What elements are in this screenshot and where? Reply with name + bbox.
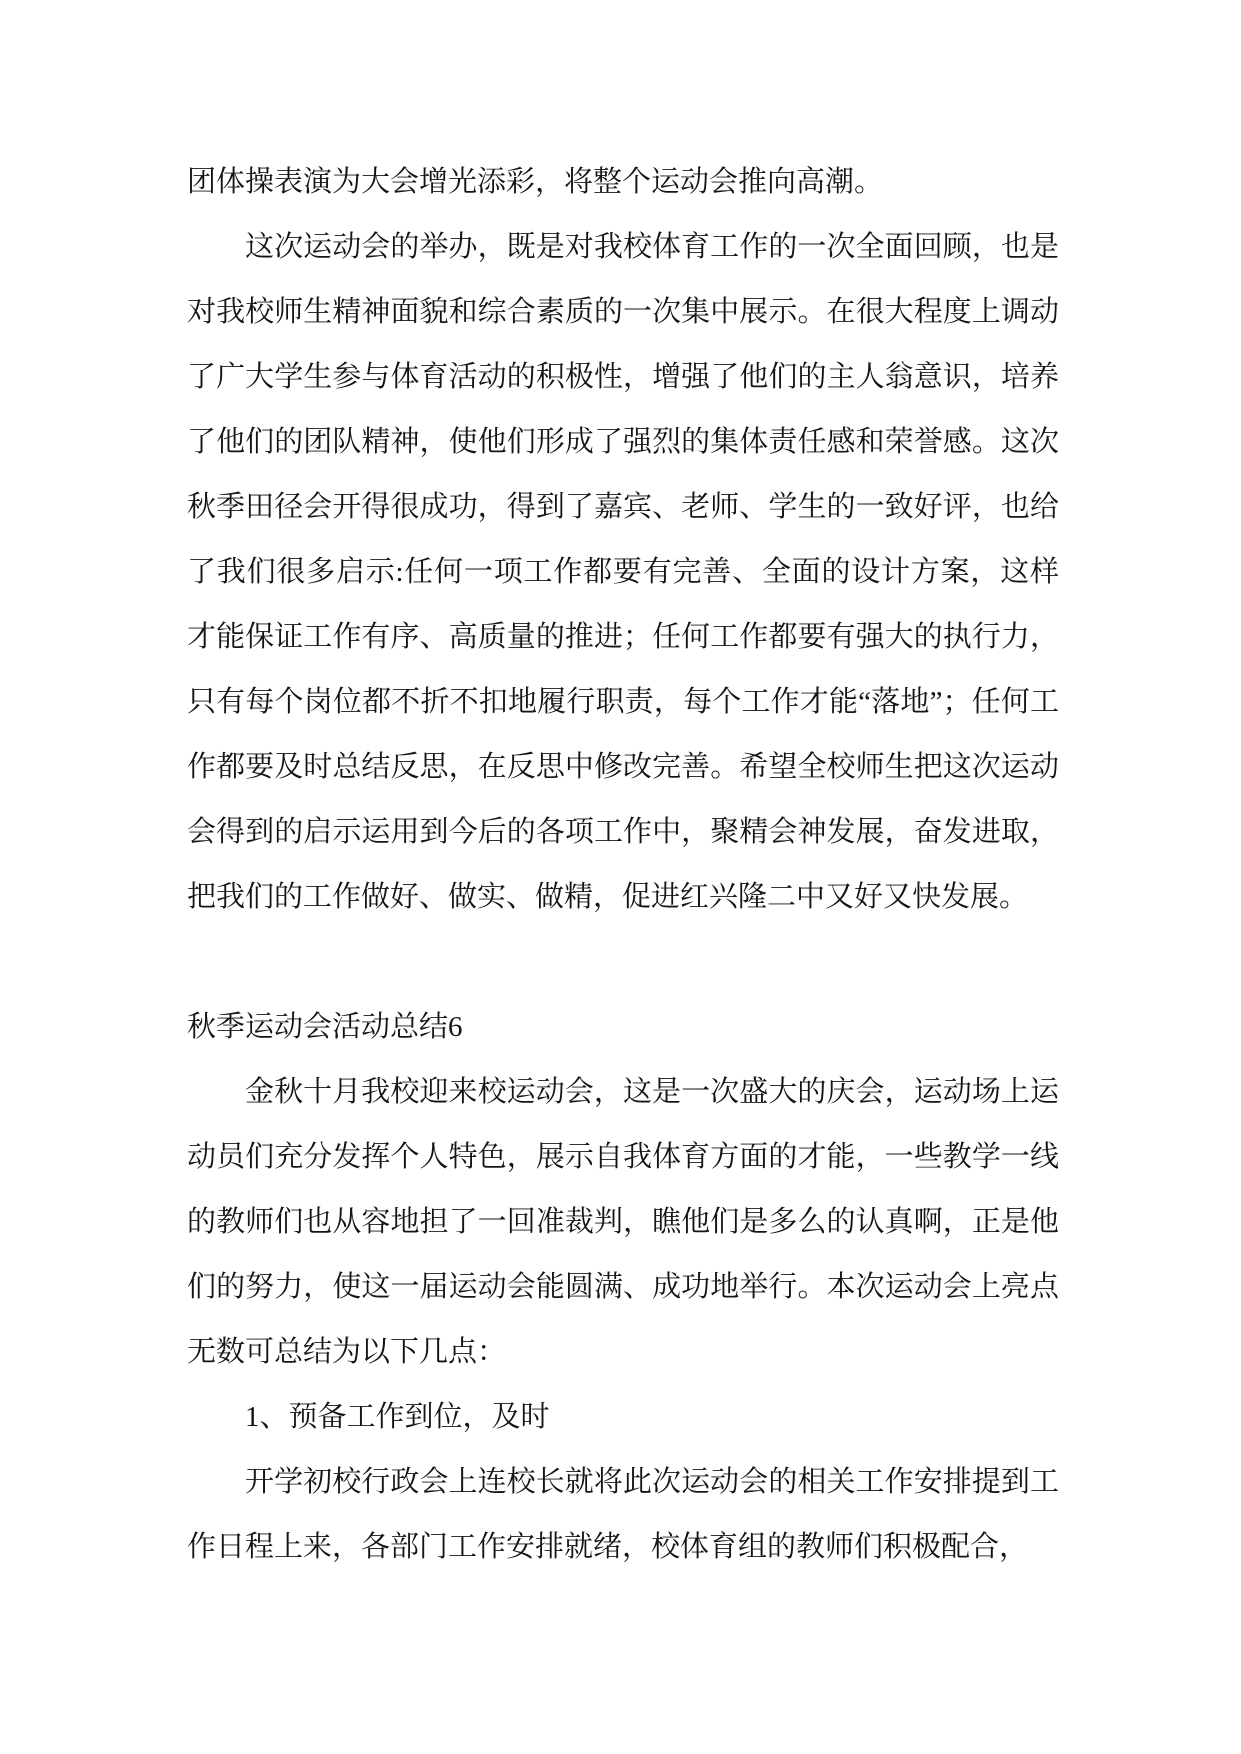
- page-content: [187, 150, 1059, 1580]
- body-paragraph-summary: 这次运动会的举办，既是对我校体育工作的一次全面回顾，也是对我校师生精神面貌和综合素质的一次集中展示。在很大程度上调动了广大学生参与体育活动的积极性，增强了他们的主人翁意识，培养了他们的团队精神，使他们形成了强烈的集体责任感和荣誉感。这次秋季田径会开得很成功，得到了嘉宾、老师、学生的一致好评，也给了我们很多启示:任何一项工作都要有完善、全面的设计方案，这样才能保证工作有序、高质量的推进；任何工作都要有强大的执行力，只有每个岗位都不折不扣地履行职责，每个工作才能“落地”；任何工作都要及时总结反思，在反思中修改完善。希望全校师生把这次运动会得到的启示运用到今后的各项工作中，聚精会神发展，奋发进取，把我们的工作做好、做实、做精，促进红兴隆二中又好又快发展。: [187, 231, 1059, 913]
- section-heading: 秋季运动会活动总结6: [187, 1011, 463, 1043]
- body-paragraph-preparation: 开学初校行政会上连校长就将此次运动会的相关工作安排提到工作日程上来，各部门工作安排就绪，校体育组的教师们积极配合，: [187, 1466, 1059, 1563]
- body-paragraph-october: 金秋十月我校迎来校运动会，这是一次盛大的庆会，运动场上运动员们充分发挥个人特色，展示自我体育方面的才能，一些教学一线的教师们也从容地担了一回准裁判，瞧他们是多么的认真啊，正是他们的努力，使这一届运动会能圆满、成功地举行。本次运动会上亮点无数可总结为以下几点：: [187, 1076, 1059, 1368]
- list-item-paragraph: 1、预备工作到位，及时: [245, 1401, 550, 1433]
- body-paragraph-continuation: 团体操表演为大会增光添彩，将整个运动会推向高潮。: [187, 166, 884, 198]
